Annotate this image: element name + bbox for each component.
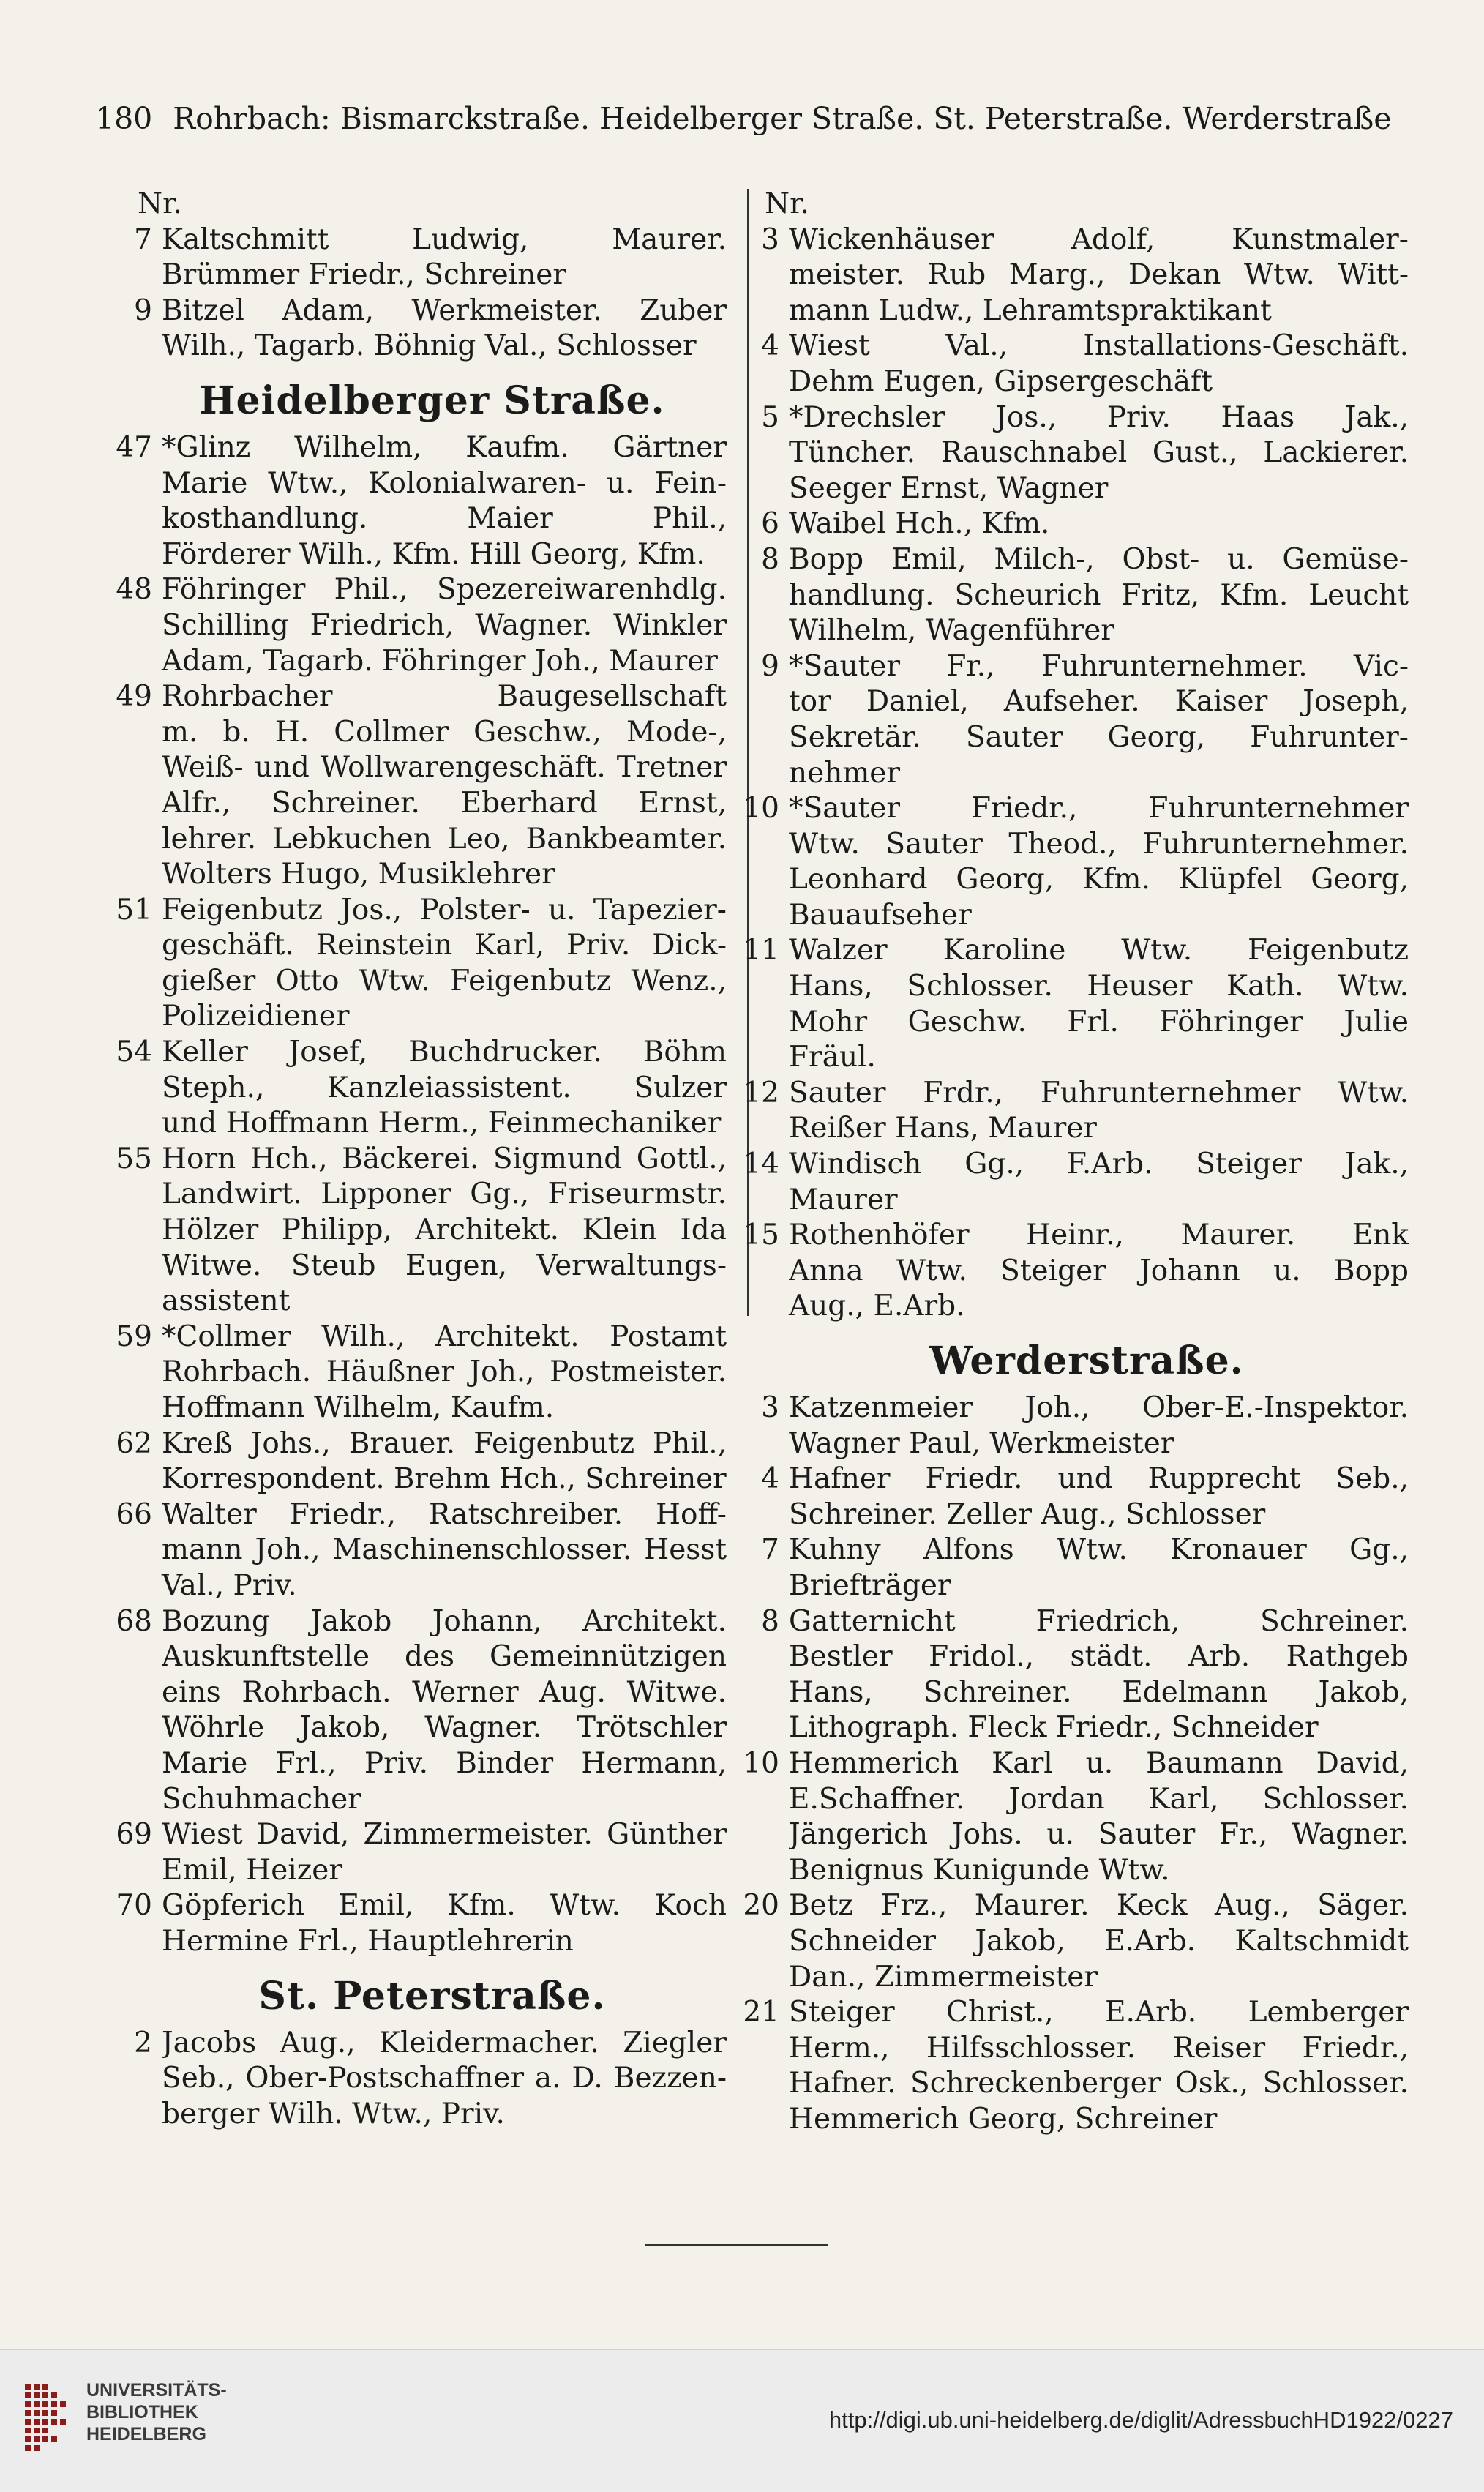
directory-entry <box>116 1320 727 1426</box>
house-number: 8 <box>761 542 779 576</box>
entry-line: Steiger Christ., E.Arb. Lemberger <box>789 1996 1409 2029</box>
entry-line: eins Rohrbach. Werner Aug. Witwe. <box>162 1675 727 1709</box>
directory-entry <box>743 1147 1409 1218</box>
house-number: 2 <box>134 2026 152 2059</box>
entry-line: Anna Wtw. Steiger Johann u. Bopp <box>789 1254 1409 1287</box>
entry-line: Weiß- und Wollwarengeschäft. Tretner <box>162 751 727 785</box>
house-number: 5 <box>761 400 779 434</box>
entry-line: Jängerich Johs. u. Sauter Fr., Wagner. <box>789 1818 1409 1852</box>
entry-line: Alfr., Schreiner. Eberhard Ernst, <box>162 786 727 820</box>
entry-line: Leonhard Georg, Kfm. Klüpfel Georg, <box>789 863 1409 897</box>
directory-entry <box>116 893 727 1035</box>
house-number: 70 <box>116 1889 152 1923</box>
entry-line: Tüncher. Rauschnabel Gust., Lackierer. <box>789 436 1409 470</box>
directory-entry <box>743 1888 1409 1995</box>
directory-entry <box>761 506 1409 542</box>
entry-line: Val., Priv. <box>162 1568 297 1602</box>
entry-line: *Sauter Fr., Fuhrunternehmer. Vic- <box>789 649 1409 683</box>
entry-line: Bitzel Adam, Werkmeister. Zuber <box>162 293 727 327</box>
entry-line: Sekretär. Sauter Georg, Fuhrunter- <box>789 720 1409 754</box>
entry-line: Dan., Zimmermeister <box>789 1960 1098 1994</box>
house-number: 20 <box>743 1889 779 1923</box>
entry-line: nehmer <box>789 756 901 790</box>
entry-line: Kuhny Alfons Wtw. Kronauer Gg., <box>789 1533 1409 1567</box>
house-number: 48 <box>116 573 152 607</box>
entry-line: Korrespondent. Brehm Hch., Schreiner <box>162 1462 727 1496</box>
directory-entry <box>761 1604 1409 1746</box>
entry-line: Briefträger <box>789 1568 951 1602</box>
directory-entry <box>134 2026 727 2133</box>
entry-line: Hafner Friedr. und Rupprecht Seb., <box>789 1462 1409 1496</box>
entry-line: Hölzer Philipp, Architekt. Klein Ida <box>162 1213 727 1247</box>
entry-line: Reißer Hans, Maurer <box>789 1112 1097 1145</box>
house-number: 21 <box>743 1996 779 2029</box>
entry-line: Hermine Frl., Hauptlehrerin <box>162 1924 574 1958</box>
nr-label: Nr. <box>138 187 182 220</box>
entry-line: Föhringer Phil., Spezereiwarenhdlg. <box>162 573 727 607</box>
entry-line: Landwirt. Lipponer Gg., Friseurmstr. <box>162 1178 727 1211</box>
entry-line: Seeger Ernst, Wagner <box>789 471 1109 505</box>
entry-line: Horn Hch., Bäckerei. Sigmund Gottl., <box>162 1142 727 1175</box>
entry-line: Marie Frl., Priv. Binder Hermann, <box>162 1746 727 1780</box>
entry-line: Walter Friedr., Ratschreiber. Hoff- <box>162 1497 727 1531</box>
entry-line: mann Joh., Maschinenschlosser. Hesst <box>162 1533 727 1567</box>
house-number: 9 <box>134 293 152 327</box>
page-header <box>95 97 1392 141</box>
entry-line: Lithograph. Fleck Friedr., Schneider <box>789 1711 1319 1745</box>
directory-entry <box>116 1142 727 1320</box>
entry-line: Waibel Hch., Kfm. <box>789 507 1050 541</box>
entry-line: Brümmer Friedr., Schreiner <box>162 258 566 292</box>
page-number: 180 <box>95 101 153 136</box>
entry-line: Hafner. Schreckenberger Osk., Schlosser. <box>789 2067 1409 2100</box>
directory-entry <box>761 222 1409 329</box>
entry-line: Göpferich Emil, Kfm. Wtw. Koch <box>162 1889 727 1923</box>
house-number: 55 <box>116 1142 152 1175</box>
entry-line: Hoffmann Wilhelm, Kaufm. <box>162 1391 555 1424</box>
house-number: 4 <box>761 1462 779 1496</box>
entries-werder <box>743 1391 1409 2137</box>
entry-line: lehrer. Lebkuchen Leo, Bankbeamter. <box>162 822 727 856</box>
directory-entry <box>743 791 1409 933</box>
entry-line: Wilhelm, Wagenführer <box>789 614 1114 648</box>
entry-line: Witwe. Steub Eugen, Verwaltungs- <box>162 1249 727 1282</box>
house-number: 11 <box>743 934 779 968</box>
house-number: 3 <box>761 1391 779 1424</box>
entry-line: Hans, Schlosser. Heuser Kath. Wtw. <box>789 970 1409 1003</box>
house-number: 12 <box>743 1076 779 1110</box>
entry-line: Walzer Karoline Wtw. Feigenbutz <box>789 934 1409 968</box>
viewer-footer <box>0 2349 1484 2492</box>
entries-st-peter <box>134 2026 727 2133</box>
entry-line: m. b. H. Collmer Geschw., Mode-, <box>162 715 727 749</box>
entry-line: tor Daniel, Aufseher. Kaiser Joseph, <box>789 685 1409 719</box>
entry-line: Windisch Gg., F.Arb. Steiger Jak., <box>789 1148 1409 1181</box>
house-number: 10 <box>743 792 779 826</box>
entry-line: Wöhrle Jakob, Wagner. Trötschler <box>162 1711 727 1745</box>
directory-entry <box>116 1604 727 1818</box>
house-number: 4 <box>761 329 779 363</box>
running-title: Rohrbach: Bismarckstraße. Heidelberger Straße. St. Peterstraße. Werderstraße <box>173 101 1392 136</box>
house-number: 6 <box>761 507 779 541</box>
right-column <box>743 187 1409 2137</box>
directory-entry <box>761 400 1409 507</box>
entry-line: *Drechsler Jos., Priv. Haas Jak., <box>789 400 1409 434</box>
entry-line: Mohr Geschw. Frl. Föhringer Julie <box>789 1005 1409 1039</box>
house-number: 62 <box>116 1426 152 1460</box>
entry-line: Bopp Emil, Milch-, Obst- u. Gemüse- <box>789 542 1409 576</box>
entry-line: Wilh., Tagarb. Böhnig Val., Schlosser <box>162 329 697 363</box>
entry-line: Wickenhäuser Adolf, Kunstmaler- <box>789 222 1409 256</box>
directory-entry <box>743 1076 1409 1147</box>
entry-line: E.Schaffner. Jordan Karl, Schlosser. <box>789 1782 1409 1816</box>
entries-st-peter-cont <box>743 222 1409 1325</box>
house-number: 9 <box>761 649 779 683</box>
entry-line: geschäft. Reinstein Karl, Priv. Dick- <box>162 929 727 962</box>
directory-entry <box>743 1218 1409 1325</box>
entry-line: Keller Josef, Buchdrucker. Böhm <box>162 1036 727 1069</box>
house-number: 14 <box>743 1148 779 1181</box>
directory-entry <box>743 1746 1409 1888</box>
entry-line: mann Ludw., Lehramtspraktikant <box>789 293 1272 327</box>
entry-line: Wtw. Sauter Theod., Fuhrunternehmer. <box>789 827 1409 861</box>
house-number: 69 <box>116 1818 152 1852</box>
entry-line: Wagner Paul, Werkmeister <box>789 1426 1174 1460</box>
entry-line: Wiest David, Zimmermeister. Günther <box>162 1818 727 1852</box>
university-seal-icon <box>20 2378 79 2466</box>
house-number: 66 <box>116 1497 152 1531</box>
entry-line: Sauter Frdr., Fuhrunternehmer Wtw. <box>789 1076 1409 1110</box>
entry-line: handlung. Scheurich Fritz, Kfm. Leucht <box>789 578 1409 612</box>
house-number: 51 <box>116 893 152 927</box>
entry-line: Benignus Kunigunde Wtw. <box>789 1853 1170 1887</box>
entry-line: Steph., Kanzleiassistent. Sulzer <box>162 1071 727 1104</box>
source-url-link[interactable]: http://digi.ub.uni-heidelberg.de/diglit/AdressbuchHD1922/0227 <box>828 2407 1453 2433</box>
directory-entry <box>743 933 1409 1075</box>
entry-line: Bozung Jakob Johann, Architekt. <box>162 1604 727 1638</box>
directory-entry <box>116 430 727 572</box>
entry-line: Seb., Ober-Postschaffner a. D. Bezzen- <box>162 2062 727 2095</box>
entry-line: Jacobs Aug., Kleidermacher. Ziegler <box>162 2026 727 2059</box>
house-number: 7 <box>761 1533 779 1567</box>
entry-line: und Hoffmann Herm., Feinmechaniker <box>162 1107 722 1140</box>
entry-line: Fräul. <box>789 1041 876 1074</box>
entry-line: Betz Frz., Maurer. Keck Aug., Säger. <box>789 1889 1409 1923</box>
entry-line: Schuhmacher <box>162 1782 361 1816</box>
directory-entry <box>743 1995 1409 2137</box>
end-rule <box>645 2244 828 2246</box>
entries-bismarck-cont <box>134 222 727 364</box>
entry-line: assistent <box>162 1284 291 1318</box>
house-number: 59 <box>116 1320 152 1353</box>
directory-entry <box>116 679 727 893</box>
directory-entry <box>761 542 1409 649</box>
entry-line: Rohrbach. Häußner Joh., Postmeister. <box>162 1355 727 1389</box>
house-number: 54 <box>116 1036 152 1069</box>
entry-line: meister. Rub Marg., Dekan Wtw. Witt- <box>789 258 1409 292</box>
directory-entry <box>761 1391 1409 1462</box>
directory-entry <box>134 293 727 364</box>
directory-entry <box>761 329 1409 400</box>
directory-entry <box>761 1533 1409 1604</box>
entry-line: Bestler Fridol., städt. Arb. Rathgeb <box>789 1640 1409 1674</box>
directory-entry <box>116 1035 727 1142</box>
entry-line: *Glinz Wilhelm, Kaufm. Gärtner <box>162 430 727 464</box>
house-number: 7 <box>134 222 152 256</box>
house-number: 3 <box>761 222 779 256</box>
entry-line: Dehm Eugen, Gipsergeschäft <box>789 364 1213 398</box>
entry-line: Gatternicht Friedrich, Schreiner. <box>789 1604 1409 1638</box>
nr-label: Nr. <box>765 187 809 220</box>
directory-entry <box>116 1817 727 1888</box>
entry-line: Schreiner. Zeller Aug., Schlosser <box>789 1497 1266 1531</box>
entry-line: Rothenhöfer Heinr., Maurer. Enk <box>789 1219 1409 1252</box>
directory-entry <box>116 1426 727 1497</box>
entries-heidelberger <box>116 430 727 1960</box>
street-heading-werder: Werderstraße. <box>929 1339 1244 1383</box>
directory-entry <box>761 649 1409 791</box>
house-number: 68 <box>116 1604 152 1638</box>
entry-line: Wolters Hugo, Musiklehrer <box>162 858 555 891</box>
entry-line: Herm., Hilfsschlosser. Reiser Friedr., <box>789 2031 1409 2065</box>
entry-line: Feigenbutz Jos., Polster- u. Tapezier- <box>162 893 727 927</box>
entry-line: Schilling Friedrich, Wagner. Winkler <box>162 608 727 642</box>
entry-line: Auskunftstelle des Gemeinnützigen <box>162 1640 727 1674</box>
entry-line: Katzenmeier Joh., Ober-E.-Inspektor. <box>789 1391 1409 1424</box>
house-number: 15 <box>743 1219 779 1252</box>
entry-line: Rohrbacher Baugesellschaft <box>162 680 727 714</box>
entry-line: Polizeidiener <box>162 1000 350 1033</box>
entry-line: Adam, Tagarb. Föhringer Joh., Maurer <box>162 644 718 678</box>
left-column <box>116 187 727 2132</box>
entry-line: *Collmer Wilh., Architekt. Postamt <box>162 1320 727 1353</box>
directory-entry <box>116 1888 727 1959</box>
entry-line: Kreß Johs., Brauer. Feigenbutz Phil., <box>162 1426 727 1460</box>
street-heading-st-peter: St. Peterstraße. <box>258 1973 606 2018</box>
entry-line: *Sauter Friedr., Fuhrunternehmer <box>789 792 1409 826</box>
street-heading-heidelberger: Heidelberger Straße. <box>199 378 665 423</box>
entry-line: Hemmerich Karl u. Baumann David, <box>789 1746 1409 1780</box>
house-number: 10 <box>743 1746 779 1780</box>
entry-line: Marie Wtw., Kolonialwaren- u. Fein- <box>162 466 727 500</box>
directory-entry <box>134 222 727 293</box>
entry-line: Bauaufseher <box>789 898 972 932</box>
entry-line: berger Wilh. Wtw., Priv. <box>162 2097 505 2130</box>
directory-entry <box>116 1497 727 1604</box>
entry-line: Wiest Val., Installations-Geschäft. <box>789 329 1409 363</box>
house-number: 8 <box>761 1604 779 1638</box>
directory-entry <box>116 572 727 679</box>
house-number: 49 <box>116 680 152 714</box>
entry-line: gießer Otto Wtw. Feigenbutz Wenz., <box>162 964 727 998</box>
entry-line: Emil, Heizer <box>162 1853 343 1887</box>
house-number: 47 <box>116 430 152 464</box>
entry-line: kosthandlung. Maier Phil., <box>162 502 727 536</box>
entry-line: Aug., E.Arb. <box>789 1290 965 1323</box>
entry-line: Hemmerich Georg, Schreiner <box>789 2102 1218 2136</box>
entry-line: Förderer Wilh., Kfm. Hill Georg, Kfm. <box>162 537 705 571</box>
entry-line: Hans, Schreiner. Edelmann Jakob, <box>789 1675 1409 1709</box>
entry-line: Kaltschmitt Ludwig, Maurer. <box>162 222 727 256</box>
entry-line: Maurer <box>789 1183 898 1216</box>
entry-line: Schneider Jakob, E.Arb. Kaltschmidt <box>789 1924 1409 1958</box>
directory-entry <box>761 1462 1409 1533</box>
library-name: UNIVERSITÄTS- BIBLIOTHEK HEIDELBERG <box>86 2380 227 2444</box>
